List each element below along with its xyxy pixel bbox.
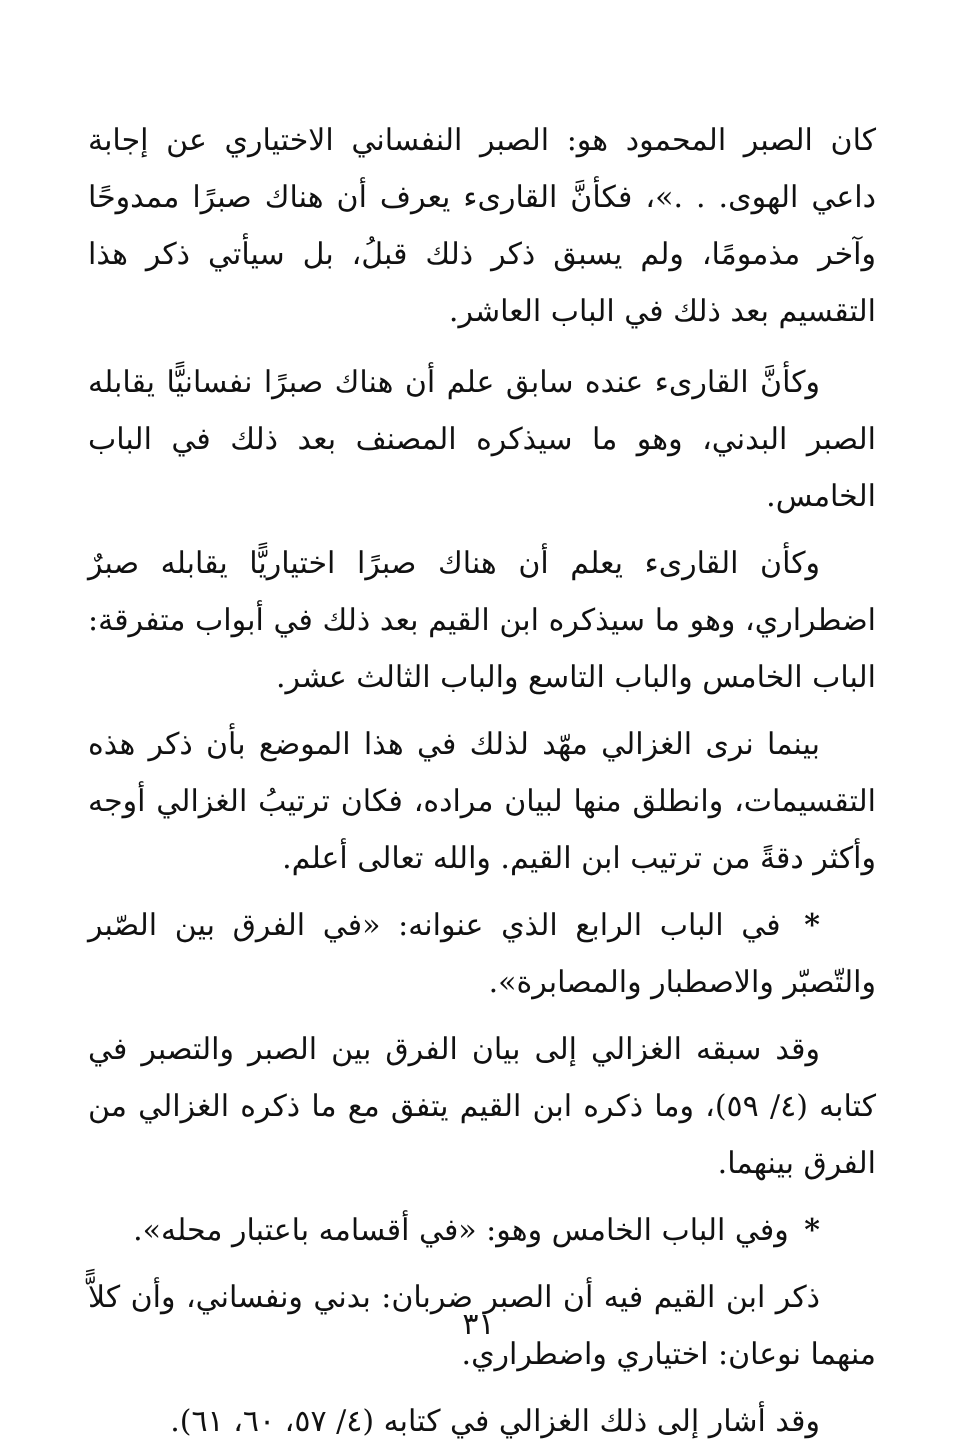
page-number: ٣١ <box>462 1307 495 1342</box>
paragraph-4-text: بينما نرى الغزالي مهّد لذلك في هذا الموضع بأن ذكر هذه التقسيمات، وانطلق منها لبيان مراده، فكان ترتيبُ الغزالي أوجه وأكثر دقةً من ترتيب ابن القيم. والله تعالى أعلم. <box>88 727 876 876</box>
bullet-star-icon: * <box>804 1213 820 1248</box>
page-body <box>88 112 876 1439</box>
chapter-five-note-text: وفي الباب الخامس وهو: «في أقسامه باعتبار محله». <box>133 1213 789 1248</box>
bullet-star-icon: * <box>804 908 820 943</box>
paragraph-1-text: كان الصبر المحمود هو: الصبر النفساني الاختياري عن إجابة داعي الهوى. . .»، فكأنَّ القارىء يعرف أن هناك صبرًا ممدوحًا وآخر مذمومًا، ولم يسبق ذكر ذلك قبلُ، بل سيأتي ذكر هذا التقسيم بعد ذلك في الباب العاشر. <box>88 123 876 329</box>
paragraph-2 <box>88 354 876 525</box>
paragraph-3 <box>88 535 876 706</box>
paragraph-6 <box>88 1021 876 1192</box>
paragraph-9 <box>88 1393 876 1450</box>
chapter-four-note <box>88 897 876 1011</box>
paragraph-9-text: وقد أشار إلى ذلك الغزالي في كتابه (٤/ ٥٧، ٦٠، ٦١). <box>170 1404 820 1439</box>
paragraph-3-text: وكأن القارىء يعلم أن هناك صبرًا اختياريًّا يقابله صبرٌ اضطراري، وهو ما سيذكره ابن القيم بعد ذلك في أبواب متفرقة: الباب الخامس والباب التاسع والباب الثالث عشر. <box>88 546 876 695</box>
paragraph-6-text: وقد سبقه الغزالي إلى بيان الفرق بين الصبر والتصبر في كتابه (٤/ ٥٩)، وما ذكره ابن القيم يتفق مع ما ذكره الغزالي من الفرق بينهما. <box>88 1032 876 1181</box>
chapter-four-note-text: في الباب الرابع الذي عنوانه: «في الفرق بين الصّبر والتّصبّر والاصطبار والمصابرة». <box>88 908 876 1000</box>
paragraph-4 <box>88 716 876 887</box>
chapter-five-note <box>88 1202 876 1259</box>
paragraph-8-text: ذكر ابن القيم فيه أن الصبر ضربان: بدني ونفساني، وأن كلاًّ منهما نوعان: اختياري واضطراري. <box>88 1280 876 1372</box>
paragraph-1 <box>88 112 876 340</box>
paragraph-2-text: وكأنَّ القارىء عنده سابق علم أن هناك صبرًا نفسانيًّا يقابله الصبر البدني، وهو ما سيذكره المصنف بعد ذلك في الباب الخامس. <box>88 365 876 514</box>
